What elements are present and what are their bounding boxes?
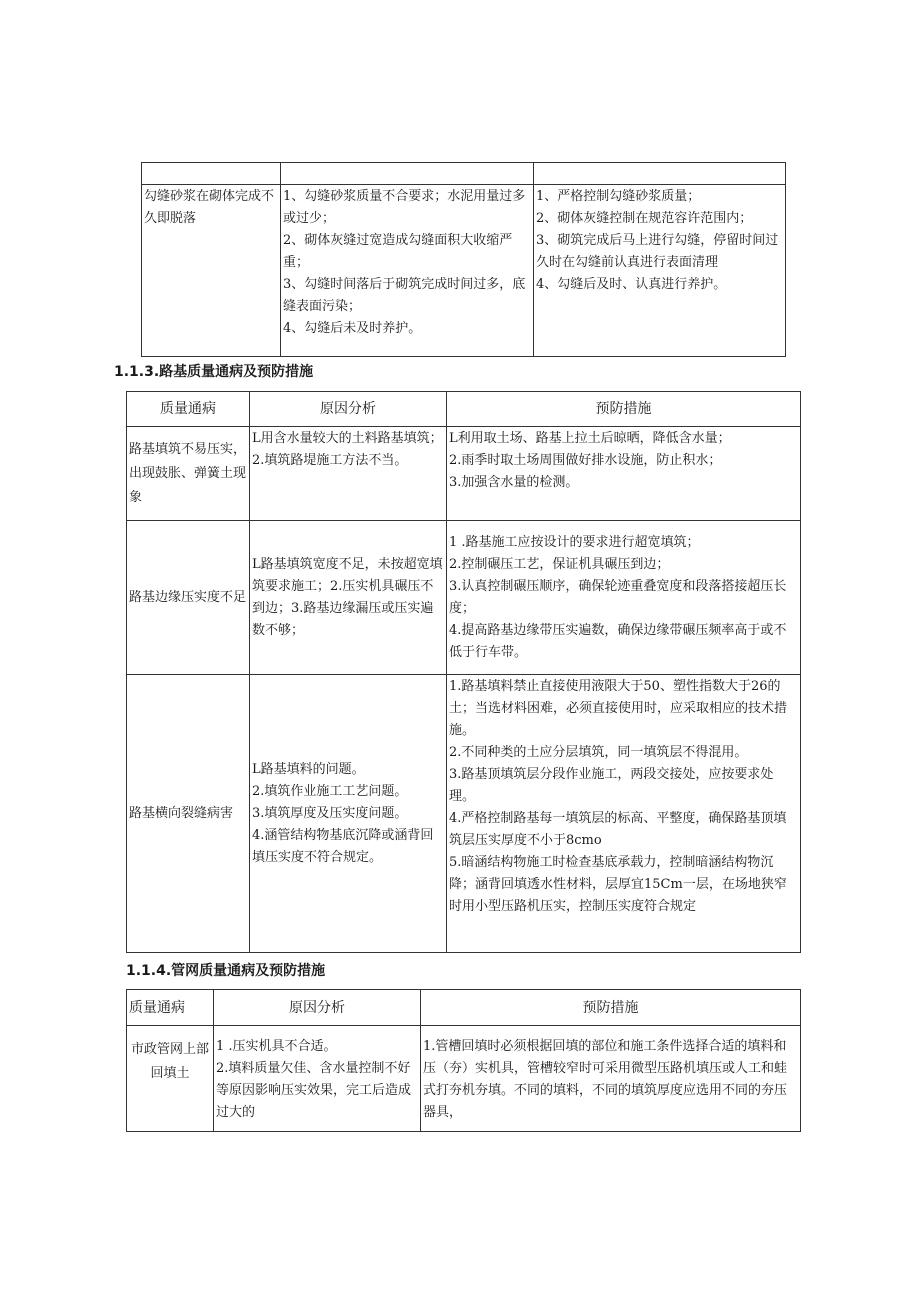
cause-item: 2.填料质量欠佳、含水量控制不好等原因影响压实效果，完工后造成过大的 xyxy=(216,1061,412,1120)
problem-text: 路基边缘压实度不足 xyxy=(129,589,247,605)
causes-cell xyxy=(250,427,447,521)
causes-cell xyxy=(250,675,447,953)
header-problem: 质量通病 xyxy=(127,392,250,427)
masonry-table xyxy=(141,162,786,357)
measure-item: 1.管槽回填时必须根据回填的部位和施工条件选择合适的填料和压（夯）实机具，管槽较窄时可采用微型压路机填压或人工和蛙式打夯机夯填。不同的填料，不同的填筑厚度应选用不同的夯压器具， xyxy=(423,1039,788,1120)
problem-text: 路基填筑不易压实，出现鼓胀、弹簧土现象 xyxy=(129,441,247,505)
measures-cell xyxy=(421,1026,801,1132)
header-measures: 预防措施 xyxy=(447,392,801,427)
measures-cell xyxy=(447,675,801,953)
table-row xyxy=(127,1026,801,1132)
measure-item: 2、砌体灰缝控制在规范容许范围内； xyxy=(536,211,753,226)
cause-item: 2.填筑路堤施工方法不当。 xyxy=(252,453,408,468)
empty-cell xyxy=(142,163,281,185)
problem-text: 路基横向裂缝病害 xyxy=(129,805,234,821)
causes-cell xyxy=(250,521,447,675)
empty-cell xyxy=(534,163,786,185)
measure-item: 4.严格控制路基每一填筑层的标高、平整度，确保路基顶填筑层压实厚度不小于8cmo xyxy=(449,811,787,848)
problem-cell xyxy=(127,521,250,675)
cause-item: 1、勾缝砂浆质量不合要求；水泥用量过多或过少； xyxy=(283,189,526,226)
cause-item: 2.填筑作业施工工艺问题。 xyxy=(252,783,408,799)
measures-cell xyxy=(447,521,801,675)
empty-cell xyxy=(281,163,534,185)
measure-item: 1.路基填料禁止直接使用液限大于50、塑性指数大于26的土；当选材料困难，必须直接使用时，应采取相应的技术措施。 xyxy=(449,679,788,738)
header-measures: 预防措施 xyxy=(421,990,801,1026)
measure-item: L利用取土场、路基上拉土后晾晒，降低含水量； xyxy=(449,431,731,446)
cause-item: 3.填筑厚度及压实度问题。 xyxy=(252,805,408,821)
cause-item: 4、勾缝后未及时养护。 xyxy=(283,321,422,336)
table-row xyxy=(142,185,786,357)
cause-item: L用含水量较大的土料路基填筑； xyxy=(252,431,443,446)
header-causes: 原因分析 xyxy=(214,990,421,1026)
problem-text: 勾缝砂浆在砌体完成不久即脱落 xyxy=(144,189,275,226)
cause-item: L路基填料的问题。 xyxy=(252,761,365,777)
table-row xyxy=(127,675,801,953)
section-heading-roadbed: 1.1.3.路基质量通病及预防措施 xyxy=(114,364,314,380)
header-causes: 原因分析 xyxy=(250,392,447,427)
measure-item: 3、砌筑完成后马上进行勾缝，停留时间过久时在勾缝前认真进行表面清理 xyxy=(536,233,779,270)
measure-item: 2.控制碾压工艺，保证机具碾压到边； xyxy=(449,556,670,572)
problem-text: 市政管网上部回填土 xyxy=(130,1042,209,1081)
header-problem: 质量通病 xyxy=(127,990,214,1026)
header-row xyxy=(127,990,801,1026)
causes-cell xyxy=(214,1026,421,1132)
measure-item: 4、勾缝后及时、认真进行养护。 xyxy=(536,277,727,292)
section-heading-pipe-network: 1.1.4.管网质量通病及预防措施 xyxy=(126,963,326,979)
measures-cell xyxy=(447,427,801,521)
table-row xyxy=(127,521,801,675)
measure-item: 2.不同种类的土应分层填筑，同一填筑层不得混用。 xyxy=(449,745,748,760)
measure-item: 5.暗涵结构物施工时检查基底承载力，控制暗涵结构物沉降；涵背回填透水性材料，层厚宜15Cm一层，在场地狭窄时用小型压路机压实，控制压实度符合规定 xyxy=(449,855,787,914)
cause-item: 2、砌体灰缝过宽造成勾缝面积大收缩严重； xyxy=(283,233,513,270)
measure-item: 2.雨季时取土场周围做好排水设施，防止积水； xyxy=(449,453,722,468)
cause-item: L路基填筑宽度不足，未按超宽填筑要求施工；2.压实机具碾压不到边；3.路基边缘漏压或压实遍数不够； xyxy=(252,556,443,638)
measure-item: 1 .路基施工应按设计的要求进行超宽填筑； xyxy=(449,534,700,550)
cause-item: 1 .压实机具不合适。 xyxy=(216,1039,337,1054)
problem-cell xyxy=(142,185,281,357)
roadbed-table xyxy=(126,391,801,953)
header-row xyxy=(127,392,801,427)
measure-item: 1、严格控制勾缝砂浆质量； xyxy=(536,189,701,204)
table-row xyxy=(127,427,801,521)
empty-header-row xyxy=(142,163,786,185)
causes-cell xyxy=(281,185,534,357)
cause-item: 3、勾缝时间落后于砌筑完成时间过多，底缝表面污染； xyxy=(283,277,526,314)
problem-cell xyxy=(127,1026,214,1132)
measure-item: 4.提高路基边缘带压实遍数，确保边缘带碾压频率高于或不低于行车带。 xyxy=(449,622,787,660)
measures-cell xyxy=(534,185,786,357)
problem-cell xyxy=(127,427,250,521)
measure-item: 3.路基顶填筑层分段作业施工，两段交接处，应按要求处理。 xyxy=(449,767,774,804)
measure-item: 3.认真控制碾压顺序，确保轮迹重叠宽度和段落搭接超压长度； xyxy=(449,578,787,616)
pipe-network-table xyxy=(126,989,801,1132)
problem-cell xyxy=(127,675,250,953)
measure-item: 3.加强含水量的检测。 xyxy=(449,475,579,490)
cause-item: 4.涵管结构物基底沉降或涵背回填压实度不符合规定。 xyxy=(252,827,434,865)
